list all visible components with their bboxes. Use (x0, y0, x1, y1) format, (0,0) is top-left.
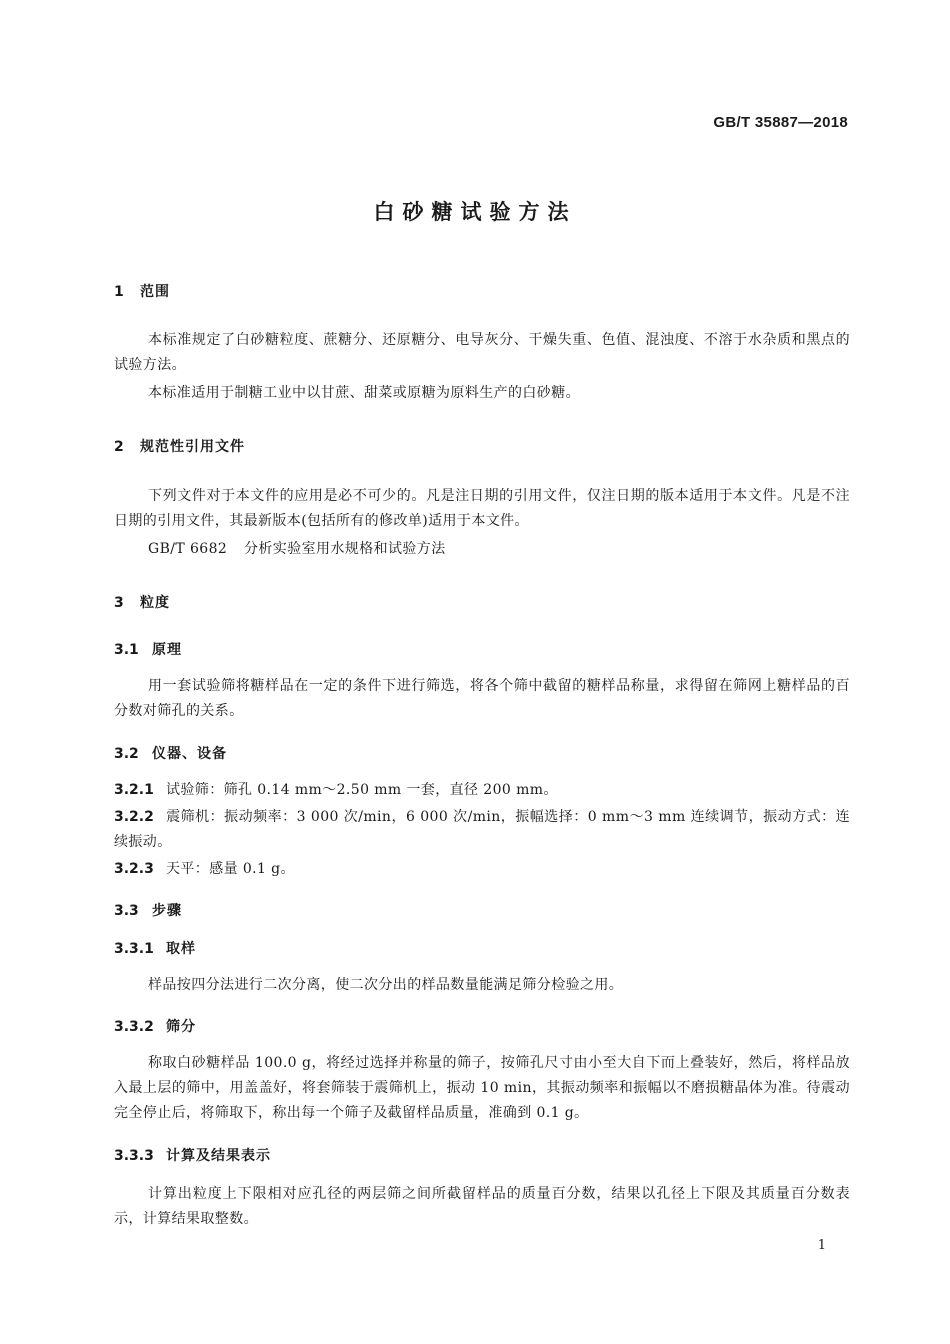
section-title: 仪器、设备 (152, 746, 227, 762)
section-3-1-heading (114, 639, 182, 659)
item-3-2-2 (114, 805, 850, 855)
reference-code: GB/T 6682 (148, 541, 228, 557)
section-number: 3 (114, 595, 124, 611)
standard-code: GB/T 35887—2018 (713, 114, 848, 131)
section-number: 3.3 (114, 903, 139, 919)
section-3-3-heading (114, 900, 182, 920)
document-title: 白砂糖试验方法 (373, 200, 577, 224)
item-number: 3.2.1 (114, 782, 154, 798)
item-3-2-1 (114, 778, 850, 803)
reference-title: 分析实验室用水规格和试验方法 (244, 541, 446, 557)
section-number: 1 (114, 284, 124, 300)
section-2-heading (114, 436, 245, 456)
section-number: 2 (114, 439, 124, 455)
section-number: 3.3.2 (114, 1019, 154, 1035)
section-3-3-1-paragraph: 样品按四分法进行二次分离，使二次分出的样品数量能满足筛分检验之用。 (148, 977, 624, 993)
item-number: 3.2.2 (114, 809, 154, 825)
section-title: 计算及结果表示 (166, 1148, 271, 1164)
section-title: 粒度 (140, 595, 170, 611)
section-number: 3.3.1 (114, 941, 154, 957)
section-3-3-3-heading (114, 1145, 271, 1165)
section-3-3-3-paragraph: 计算出粒度上下限相对应孔径的两层筛之间所截留样品的质量百分数，结果以孔径上下限及其质量百分数表示，计算结果取整数。 (114, 1186, 850, 1227)
section-title: 取样 (166, 941, 196, 957)
section-2-paragraph-1: 下列文件对于本文件的应用是必不可少的。凡是注日期的引用文件，仅注日期的版本适用于本文件。凡是不注日期的引用文件，其最新版本(包括所有的修改单)适用于本文件。 (114, 488, 850, 529)
section-3-3-2-heading (114, 1016, 196, 1036)
section-number: 3.2 (114, 746, 139, 762)
section-title: 步骤 (152, 903, 182, 919)
section-3-1-paragraph: 用一套试验筛将糖样品在一定的条件下进行筛选，将各个筛中截留的糖样品称量，求得留在筛网上糖样品的百分数对筛孔的关系。 (114, 678, 850, 719)
section-title: 范围 (140, 284, 170, 300)
section-3-3-2-paragraph: 称取白砂糖样品 100.0 g，将经过选择并称量的筛子，按筛孔尺寸由小至大自下而上叠装好，然后，将样品放入最上层的筛中，用盖盖好，将套筛装于震筛机上，振动 10 min，其振动频率和振幅以不磨损糖晶体为准。待震动完全停止后，将筛取下，称出每一个筛子及截留样品质量，准确到 0.1 g。 (114, 1055, 850, 1121)
section-1-paragraph-2: 本标准适用于制糖工业中以甘蔗、甜菜或原糖为原料生产的白砂糖。 (148, 385, 580, 401)
normative-reference (148, 537, 446, 562)
section-3-2-heading (114, 743, 227, 763)
item-text: 天平：感量 0.1 g。 (166, 861, 295, 877)
section-1-paragraph-1: 本标准规定了白砂糖粒度、蔗糖分、还原糖分、电导灰分、干燥失重、色值、混浊度、不溶于水杂质和黑点的试验方法。 (114, 332, 850, 373)
section-1-heading (114, 281, 170, 301)
item-text: 震筛机：振动频率：3 000 次/min，6 000 次/min，振幅选择：0 mm～3 mm 连续调节，振动方式：连续振动。 (114, 809, 850, 850)
section-title: 规范性引用文件 (140, 439, 245, 455)
section-number: 3.3.3 (114, 1148, 154, 1164)
section-title: 原理 (152, 642, 182, 658)
section-3-heading (114, 592, 170, 612)
item-number: 3.2.3 (114, 861, 154, 877)
section-3-3-1-heading (114, 938, 196, 958)
item-3-2-3 (114, 857, 850, 882)
section-title: 筛分 (166, 1019, 196, 1035)
item-text: 试验筛：筛孔 0.14 mm～2.50 mm 一套，直径 200 mm。 (166, 782, 558, 798)
section-number: 3.1 (114, 642, 139, 658)
page-number: 1 (817, 1238, 826, 1253)
